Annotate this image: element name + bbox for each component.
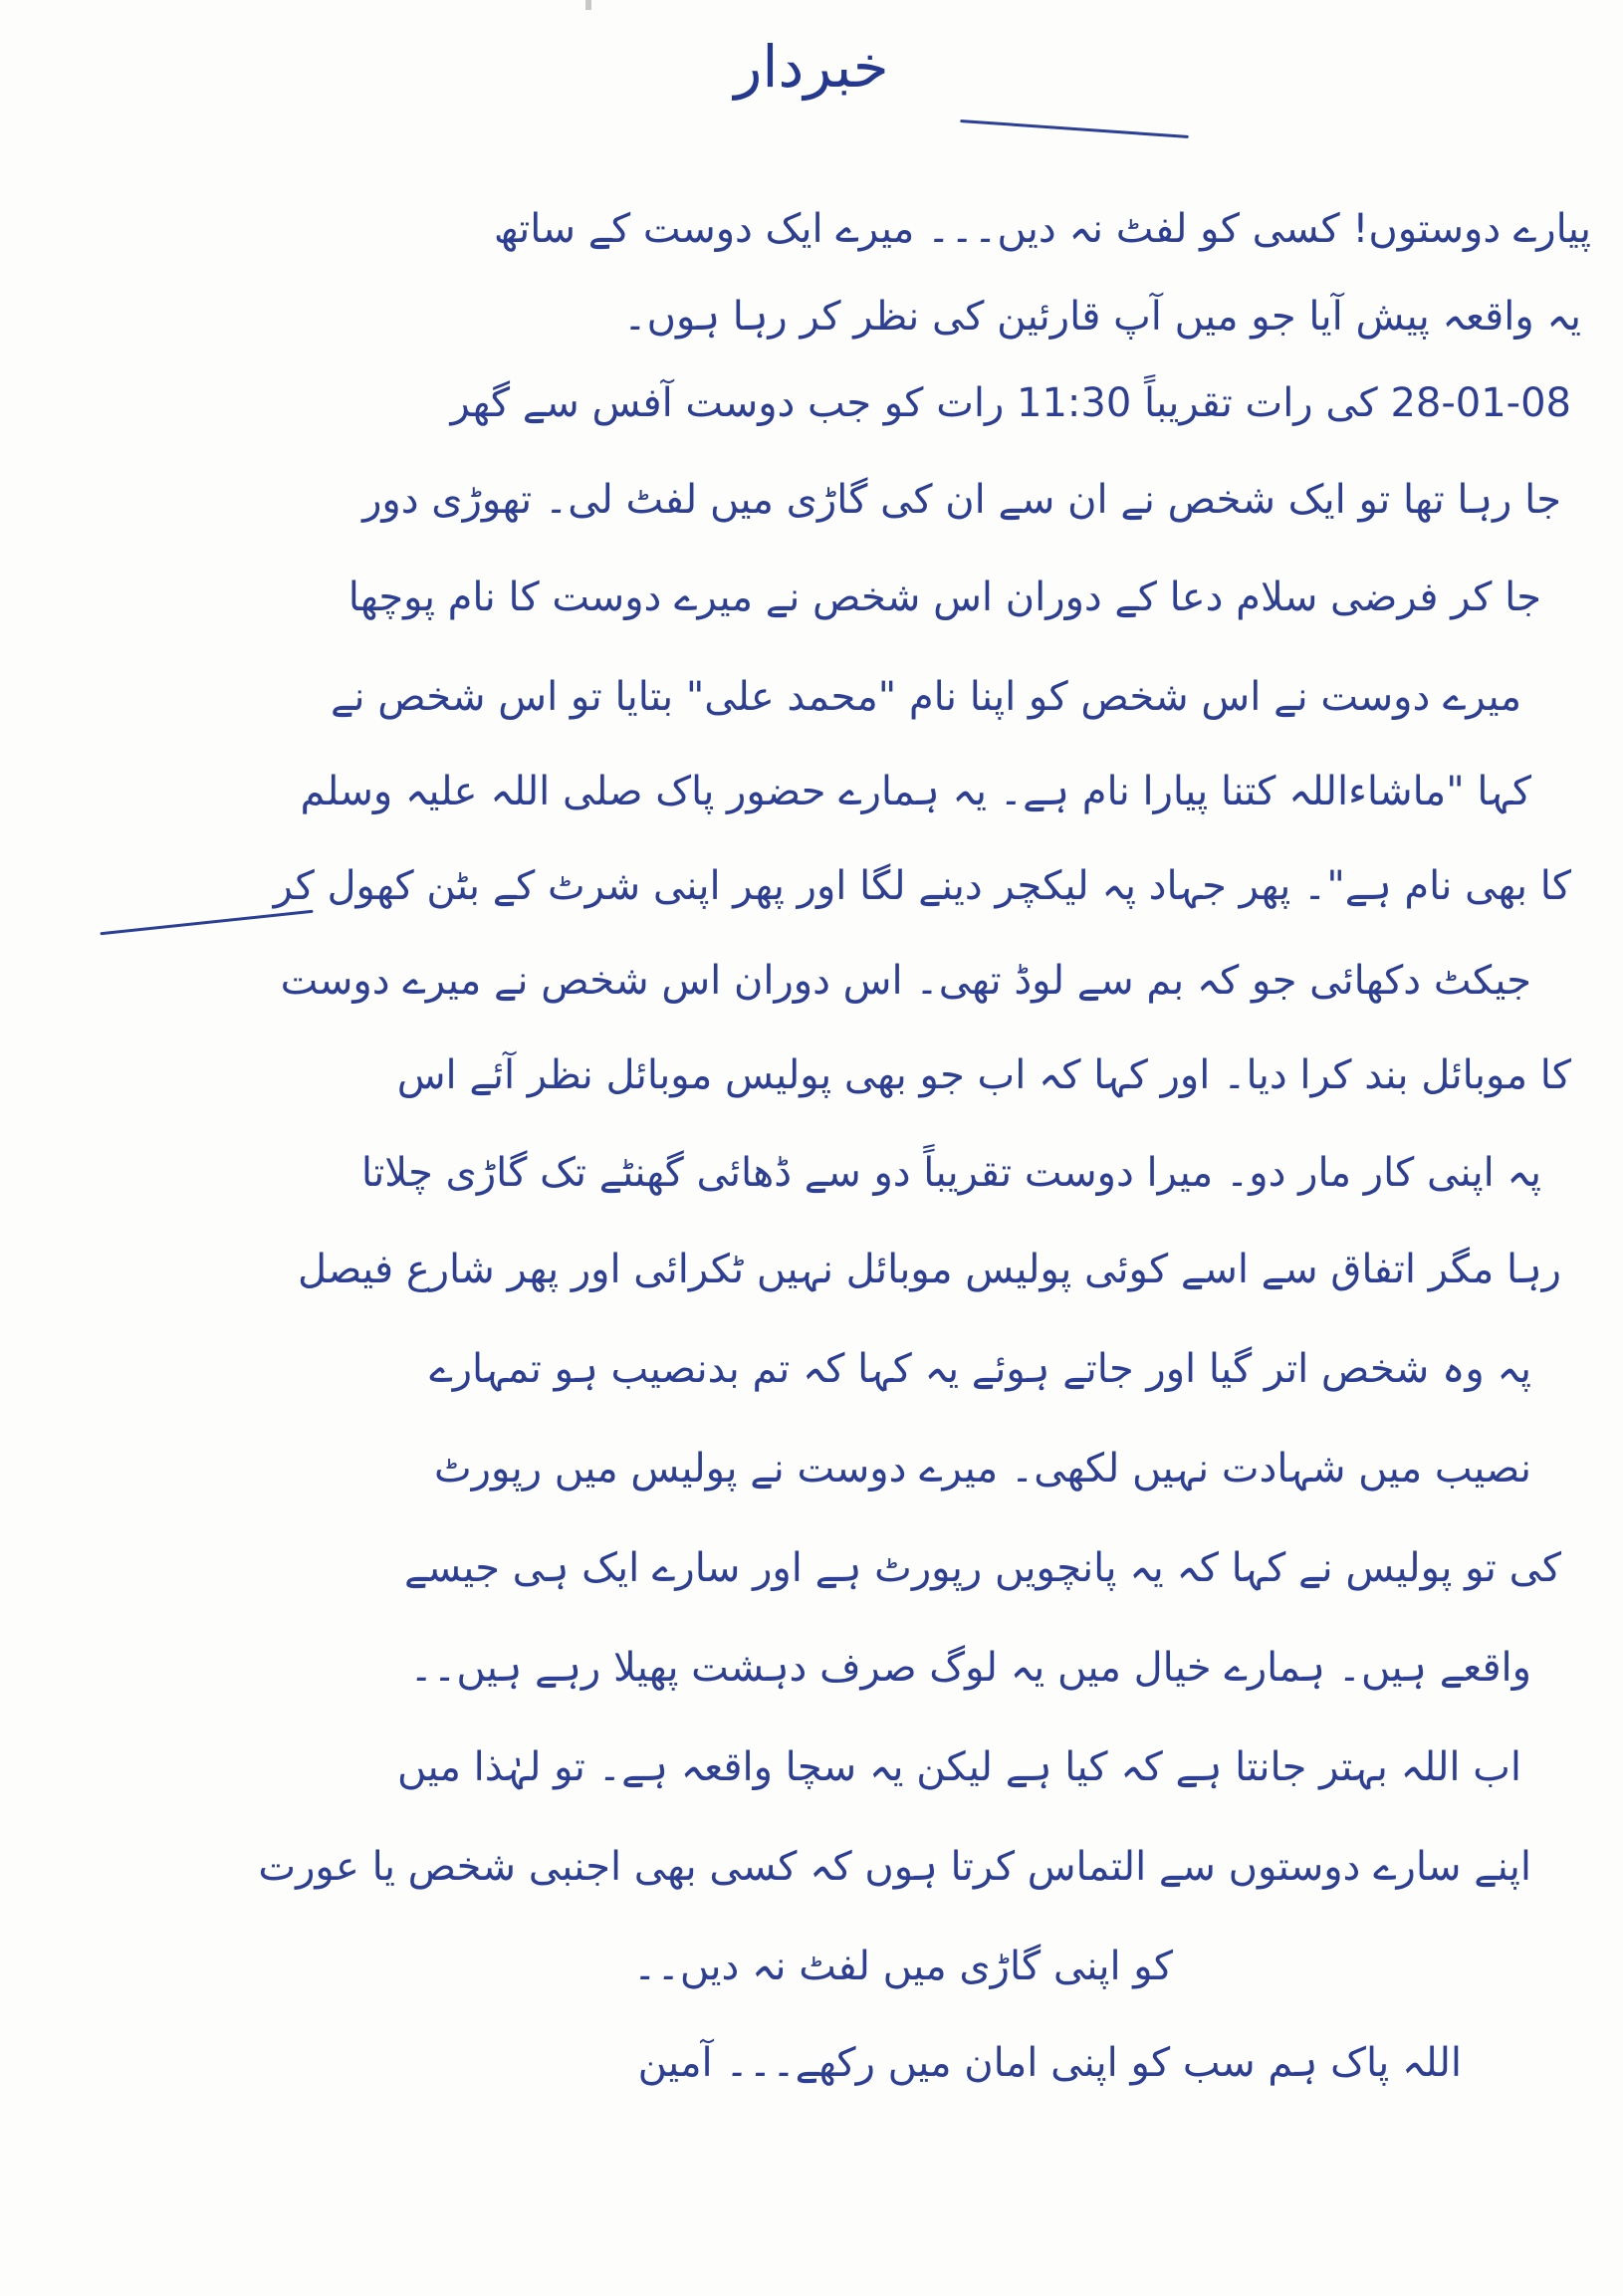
text-line-7: کہا "ماشاءاللہ کتنا پیارا نام ہے۔ یہ ہمارے حضور پاک صلی اللہ علیہ وسلم: [300, 769, 1531, 814]
text-line-12: رہا مگر اتفاق سے اسے کوئی پولیس موبائل نہیں ٹکرائی اور پھر شارع فیصل: [297, 1247, 1561, 1292]
text-line-15: کی تو پولیس نے کہا کہ یہ پانچویں رپورٹ ہے اور سارے ایک ہی جیسے: [404, 1545, 1561, 1591]
letter-body: [78, 184, 1591, 2265]
text-line-14: نصیب میں شہادت نہیں لکھی۔ میرے دوست نے پولیس میں رپورٹ: [433, 1446, 1531, 1492]
text-line-13: پہ وہ شخص اتر گیا اور جاتے ہوئے یہ کہا کہ تم بدنصیب ہو تمہارے: [429, 1346, 1531, 1392]
text-line-18: اپنے سارے دوستوں سے التماس کرتا ہوں کہ کسی بھی اجنبی شخص یا عورت: [258, 1844, 1531, 1890]
text-line-17: اب اللہ بہتر جانتا ہے کہ کیا ہے لیکن یہ سچا واقعہ ہے۔ تو لہٰذا میں: [397, 1744, 1521, 1790]
title-underline: [960, 119, 1189, 138]
text-line-16: واقعے ہیں۔ ہمارے خیال میں یہ لوگ صرف دہشت پھیلا رہے ہیں۔۔: [409, 1645, 1531, 1691]
text-line-3: 28-01-08 کی رات تقریباً 11:30 رات کو جب دوست آفس سے گھر: [450, 380, 1571, 426]
text-line-19: کو اپنی گاڑی میں لفٹ نہ دیں۔۔: [633, 1944, 1173, 1989]
text-line-6: میرے دوست نے اس شخص کو اپنا نام "محمد علی" بتایا تو اس شخص نے: [330, 674, 1521, 720]
text-line-8: کا بھی نام ہے"۔ پھر جہاد پہ لیکچر دینے لگا اور پھر اپنی شرٹ کے بٹن کھول کر: [273, 863, 1571, 909]
page-title: خبردار: [734, 33, 889, 101]
text-line-2: یہ واقعہ پیش آیا جو میں آپ قارئین کی نظر کر رہا ہوں۔: [623, 294, 1581, 340]
scan-mark: [585, 0, 591, 10]
text-line-4: جا رہا تھا تو ایک شخص نے ان سے ان کی گاڑی میں لفٹ لی۔ تھوڑی دور: [362, 477, 1561, 523]
text-line-1: پیارے دوستوں! کسی کو لفٹ نہ دیں۔۔۔ میرے ایک دوست کے ساتھ: [493, 206, 1591, 252]
text-line-9: جیکٹ دکھائی جو کہ بم سے لوڈ تھی۔ اس دوران اس شخص نے میرے دوست: [280, 958, 1531, 1004]
text-line-20: اللہ پاک ہم سب کو اپنی امان میں رکھے۔۔۔ آمین: [637, 2040, 1462, 2086]
text-line-10: کا موبائل بند کرا دیا۔ اور کہا کہ اب جو بھی پولیس موبائل نظر آئے اس: [396, 1052, 1571, 1098]
text-line-11: پہ اپنی کار مار دو۔ میرا دوست تقریباً دو سے ڈھائی گھنٹے تک گاڑی چلاتا: [360, 1150, 1541, 1196]
text-line-5: جا کر فرضی سلام دعا کے دوران اس شخص نے میرے دوست کا نام پوچھا: [348, 574, 1541, 620]
